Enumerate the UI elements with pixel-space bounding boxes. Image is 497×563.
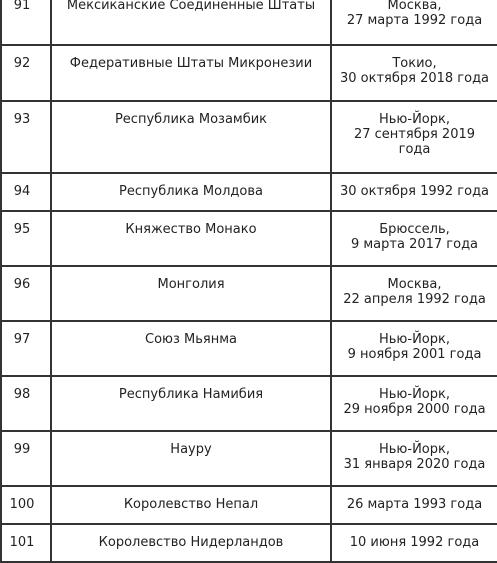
table-row xyxy=(1,211,497,266)
date-line: Москва, xyxy=(387,0,442,13)
date-line: 31 января 2020 года xyxy=(343,457,486,472)
country-name: Союз Мьянма xyxy=(51,321,331,376)
table-row xyxy=(1,101,497,173)
establishment-date xyxy=(331,0,497,45)
establishment-date xyxy=(331,376,497,431)
row-number: 100 xyxy=(1,486,51,524)
date-line: 9 ноября 2001 года xyxy=(347,347,482,362)
table-row xyxy=(1,266,497,321)
date-line: 10 июня 1992 года xyxy=(349,535,480,550)
date-line: 9 марта 2017 года xyxy=(350,237,479,252)
row-number: 97 xyxy=(1,321,51,376)
country-name: Мексиканские Соединенные Штаты xyxy=(51,0,331,45)
date-line: 29 ноября 2000 года xyxy=(343,402,486,417)
country-name: Науру xyxy=(51,431,331,486)
row-number: 98 xyxy=(1,376,51,431)
country-name: Республика Намибия xyxy=(51,376,331,431)
table-row xyxy=(1,0,497,45)
country-name: Республика Молдова xyxy=(51,173,331,211)
establishment-date xyxy=(331,266,497,321)
row-number: 95 xyxy=(1,211,51,266)
establishment-date xyxy=(331,173,497,211)
table-row xyxy=(1,45,497,101)
establishment-date xyxy=(331,211,497,266)
row-number: 96 xyxy=(1,266,51,321)
row-number: 101 xyxy=(1,524,51,562)
table-row xyxy=(1,321,497,376)
country-name: Монголия xyxy=(51,266,331,321)
date-line: Брюссель, xyxy=(379,222,450,237)
country-name: Республика Мозамбик xyxy=(51,101,331,173)
date-line: Нью-Йорк, xyxy=(379,442,450,457)
date-line: Нью-Йорк, xyxy=(379,387,450,402)
country-name: Федеративные Штаты Микронезии xyxy=(51,45,331,101)
establishment-date xyxy=(331,431,497,486)
row-number: 93 xyxy=(1,101,51,173)
country-name: Княжество Монако xyxy=(51,211,331,266)
establishment-date xyxy=(331,321,497,376)
establishment-date xyxy=(331,524,497,562)
date-line: Москва, xyxy=(387,277,442,292)
row-number: 92 xyxy=(1,45,51,101)
establishment-date xyxy=(331,45,497,101)
date-line: 27 сентября 2019 xyxy=(353,127,476,142)
date-line: 30 октября 2018 года xyxy=(339,71,490,86)
row-number: 94 xyxy=(1,173,51,211)
table-row xyxy=(1,376,497,431)
date-line: Нью-Йорк, xyxy=(379,112,450,127)
date-line: 26 марта 1993 года xyxy=(346,497,483,512)
table-row xyxy=(1,173,497,211)
row-number: 91 xyxy=(1,0,51,45)
date-line: Токио, xyxy=(392,56,437,71)
date-line: Нью-Йорк, xyxy=(379,332,450,347)
date-line: 27 марта 1992 года xyxy=(346,13,483,28)
establishment-date xyxy=(331,486,497,524)
establishment-date xyxy=(331,101,497,173)
date-line: 22 апреля 1992 года xyxy=(343,292,486,307)
country-name: Королевство Нидерландов xyxy=(51,524,331,562)
country-name: Королевство Непал xyxy=(51,486,331,524)
table-row xyxy=(1,524,497,562)
table-row xyxy=(1,486,497,524)
date-line: 30 октября 1992 года xyxy=(339,184,490,199)
row-number: 99 xyxy=(1,431,51,486)
table-row xyxy=(1,431,497,486)
date-line: года xyxy=(398,142,431,157)
